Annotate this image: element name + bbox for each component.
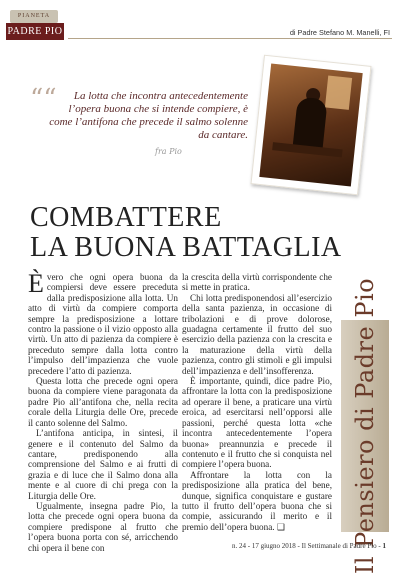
issue-info: n. 24 - 17 giugno 2018 - Il Settimanale di Padre Pio - <box>232 542 381 550</box>
page-number: 1 <box>382 542 386 550</box>
logo-bottom-text: PADRE PIO <box>6 23 64 40</box>
drop-cap: È <box>28 269 44 298</box>
paragraph-text: vero che ogni opera buona da compiersi deve essere preceduta dalla predisposizione alla lotta. Un atto di virtù da compiere comporta sempre la predisposizione a lottare contro la passione o il vizio opposto alla virtù. Un atto di pazienza da compiere è preceduto sempre dalla lotta contro l’impulso dell’impazienza che vuole precedere l’atto di pazienza. <box>28 272 178 376</box>
author-byline: di Padre Stefano M. Manelli, FI <box>289 28 390 37</box>
section-label: Il Pensiero di Padre Pio <box>351 277 379 574</box>
signature: fra Pio <box>155 147 182 156</box>
paragraph: la crescita della virtù corrispondente che si mette in pratica. <box>182 272 332 293</box>
title-line-2: LA BUONA BATTAGLIA <box>30 232 342 263</box>
photo-window <box>325 76 352 110</box>
article-column-1 <box>28 269 178 553</box>
article-column-2 <box>182 272 332 532</box>
paragraph-text: Affrontare la lotta con la predisposizione alla pratica del bene, dunque, significa conquistare e gustare tutto il frutto dell’opera buona che si compie, assicurando il merito e il premio dell’opera buona. <box>182 469 332 532</box>
paragraph: Ugualmente, insegna padre Pio, la lotta che precede ogni opera buona da compiere predispone al frutto che l’opera buona porta con sé, arricchendo chi opera il bene con <box>28 500 178 553</box>
paragraph: È importante, quindi, dice padre Pio, affrontare la lotta con la predisposizione ad operare il bene, a praticare una virtù eroica, ad esercitarsi nell’opporsi alle passioni, perché questa lotta «che incontra antecedentemente l’opera buona» preannunzia e precede il contenuto e il frutto che si conquista nel compiere l’opera buona. <box>182 376 332 470</box>
end-mark-icon: ❑ <box>276 521 286 532</box>
logo-top-text: PIANETA <box>10 10 58 23</box>
paragraph: L’antifona anticipa, in sintesi, il genere e il contenuto del Salmo da cantare, predisponendo alla comprensione del Salmo e ai frutti di grazia e di luce che il Salmo dona alla mente e al cuore di chi prega con la Liturgia delle Ore. <box>28 428 178 501</box>
photo-image <box>259 64 362 187</box>
title-line-1: COMBATTERE <box>30 202 222 233</box>
paragraph <box>182 470 332 532</box>
header-divider <box>68 38 392 39</box>
paragraph: Questa lotta che precede ogni opera buona da compiere viene paragonata da padre Pio all’antifona che, nella recita corale della Liturgia delle Ore, precede il canto solenne del Salmo. <box>28 376 178 428</box>
page-footer <box>232 542 386 550</box>
article-title <box>30 203 342 263</box>
paragraph: Chi lotta predisponendosi all’esercizio della santa pazienza, in occasione di tribolazioni e di prove dolorose, guadagna certamente il frutto del suo esercizio della pazienza con la crescita e la maturazione della virtù della pazienza, contro gli stimoli e gli impulsi dell’impazienza e dell’insofferenza. <box>182 292 332 376</box>
quote-mark-icon: ““ <box>30 84 57 114</box>
magazine-logo <box>6 10 64 40</box>
quote-text: La lotta che incontra antecedentemente l’opera buona che si intende compiere, è come l’antifona che precede il salmo solenne da cantare. <box>49 90 248 141</box>
section-sidebar <box>341 277 389 574</box>
paragraph <box>28 269 178 376</box>
padre-pio-photo <box>251 55 372 196</box>
